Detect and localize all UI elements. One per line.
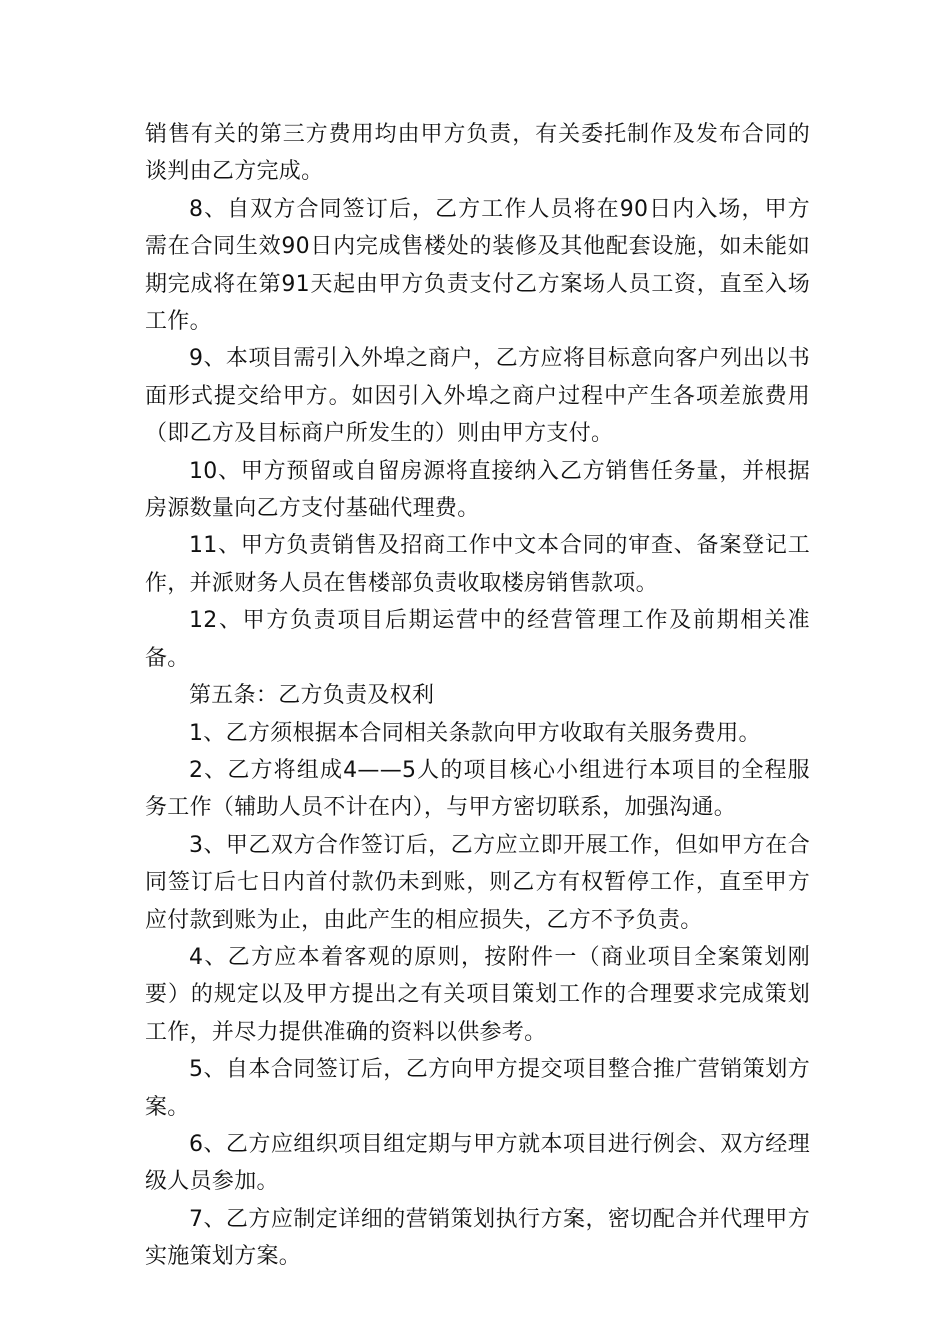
paragraph-article5-clause-1: 1、乙方须根据本合同相关条款向甲方收取有关服务费用。 <box>189 720 761 746</box>
paragraph-clause-8: 8、自双方合同签订后，乙方工作人员将在90日内入场，甲方需在合同生效90日内完成售楼处的装修及其他配套设施，如未能如期完成将在第91天起由甲方负责支付乙方案场人员工资，直至入场工作。 <box>145 196 810 335</box>
paragraph-article5-clause-4: 4、乙方应本着客观的原则，按附件一（商业项目全案策划刚要）的规定以及甲方提出之有关项目策划工作的合理要求完成策划工作，并尽力提供准确的资料以供参考。 <box>145 944 810 1045</box>
paragraph-clause-10: 10、甲方预留或自留房源将直接纳入乙方销售任务量，并根据房源数量向乙方支付基础代理费。 <box>145 458 810 522</box>
paragraph-clause-9: 9、本项目需引入外埠之商户，乙方应将目标意向客户列出以书面形式提交给甲方。如因引入外埠之商户过程中产生各项差旅费用（即乙方及目标商户所发生的）则由甲方支付。 <box>145 346 810 447</box>
paragraph-article5-clause-3: 3、甲乙双方合作签订后，乙方应立即开展工作，但如甲方在合同签订后七日内首付款仍未到账，则乙方有权暂停工作，直至甲方应付款到账为止，由此产生的相应损失，乙方不予负责。 <box>145 832 810 933</box>
paragraph-article5-clause-2: 2、乙方将组成4——5人的项目核心小组进行本项目的全程服务工作（辅助人员不计在内），与甲方密切联系，加强沟通。 <box>145 757 810 821</box>
paragraph-clause-11: 11、甲方负责销售及招商工作中文本合同的审查、备案登记工作，并派财务人员在售楼部负责收取楼房销售款项。 <box>145 533 810 596</box>
paragraph-article5-clause-6: 6、乙方应组织项目组定期与甲方就本项目进行例会、双方经理级人员参加。 <box>145 1131 810 1195</box>
section-heading-article-5: 第五条：乙方负责及权利 <box>189 683 435 709</box>
paragraph-article5-clause-7: 7、乙方应制定详细的营销策划执行方案，密切配合并代理甲方实施策划方案。 <box>145 1206 810 1270</box>
document-page <box>145 116 810 1276</box>
paragraph-clause-12: 12、甲方负责项目后期运营中的经营管理工作及前期相关准备。 <box>145 608 810 671</box>
paragraph-continuation: 销售有关的第三方费用均由甲方负责，有关委托制作及发布合同的谈判由乙方完成。 <box>145 122 810 185</box>
paragraph-article5-clause-5: 5、自本合同签订后，乙方向甲方提交项目整合推广营销策划方案。 <box>145 1057 810 1120</box>
